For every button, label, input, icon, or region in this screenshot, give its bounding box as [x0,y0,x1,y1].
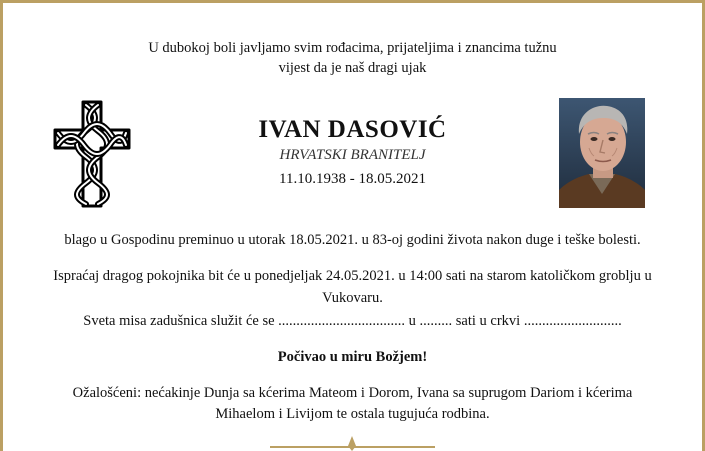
mourners-line-2: Mihaelom i Livijom te ostala tugujuća rodbina. [215,406,490,422]
intro-line-2: vijest da je naš dragi ujak [278,60,427,76]
bottom-ornament-icon [343,436,361,451]
life-dates: 11.10.1938 - 18.05.2021 [279,171,426,187]
mourners-line-1: Ožalošćeni: nećakinje Dunja sa kćerima Mateom i Dorom, Ivana sa suprugom Dariom i kćerima [72,385,633,401]
mass-line: Sveta misa zadušnica služit će se ................................... u ......... sati u crkvi ........................... [83,313,622,329]
deceased-name: IVAN DASOVIĆ [258,116,447,143]
deceased-title: HRVATSKI BRANITELJ [279,147,426,163]
funeral-line-1: Ispraćaj dragog pokojnika bit će u ponedjeljak 24.05.2021. u 14:00 sati na starom katoličkom groblju u [53,268,652,284]
intro-line-1: U dubokoj boli javljamo svim rođacima, prijateljima i znancima tužnu [148,40,557,56]
funeral-line-2: Vukovaru. [322,290,383,306]
rest-in-peace: Počivao u miru Božjem! [277,349,428,365]
portrait-photo [559,98,645,208]
death-notice: blago u Gospodinu preminuo u utorak 18.05.2021. u 83-oj godini života nakon duge i teške bolesti. [64,232,641,248]
celtic-knot-cross-icon [53,100,131,208]
